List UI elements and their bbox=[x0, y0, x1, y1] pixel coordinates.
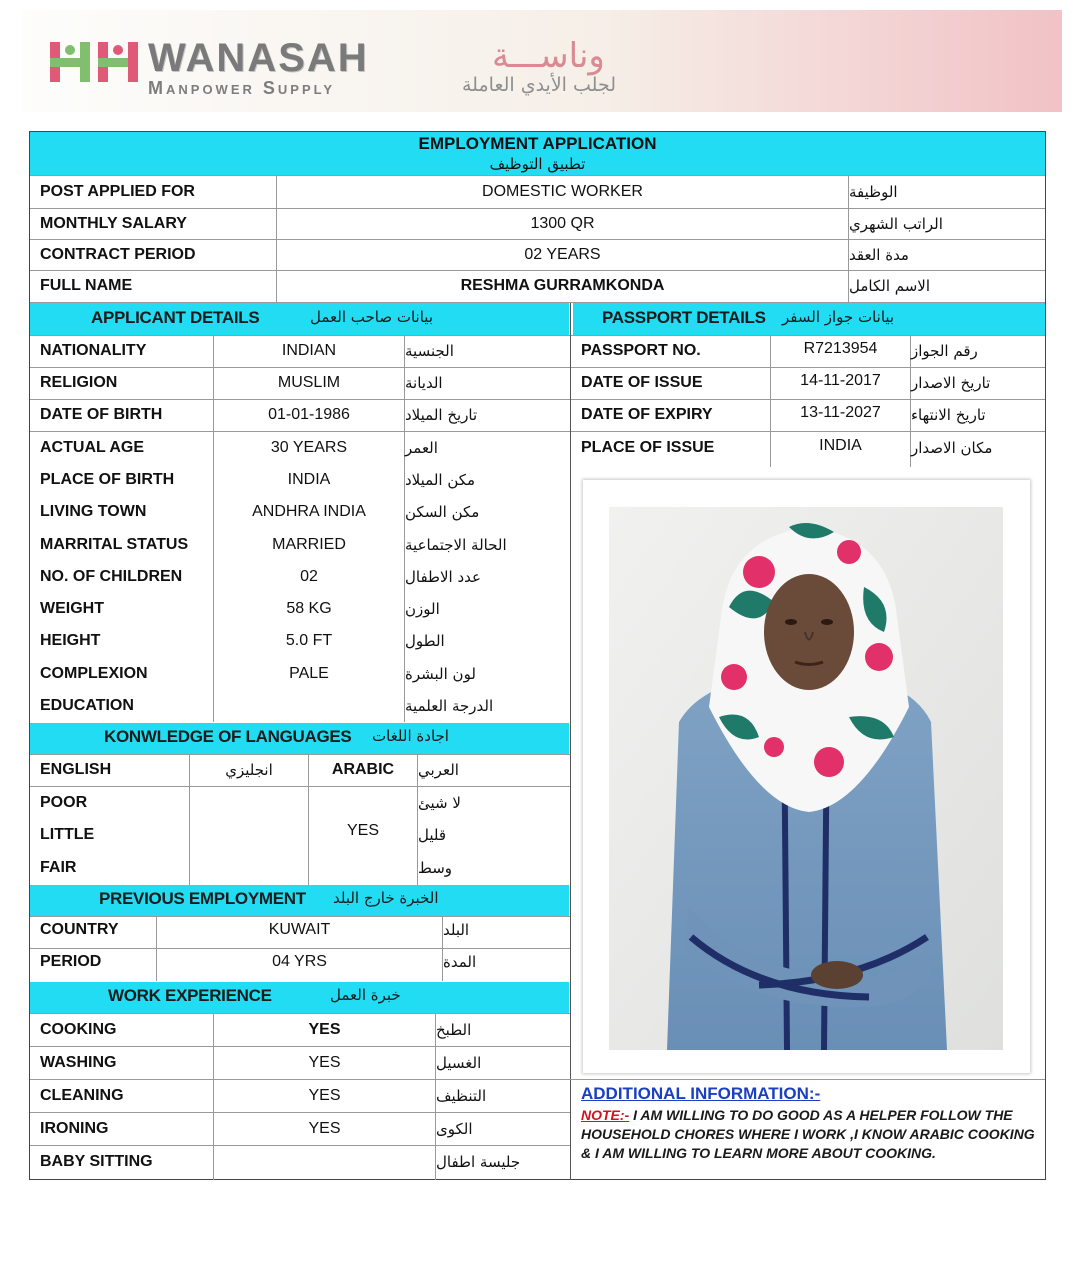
experience-value: YES bbox=[308, 1086, 341, 1104]
work-experience-title-arabic: خبرة العمل bbox=[330, 986, 401, 1004]
applicant-label: WEIGHT bbox=[40, 600, 104, 617]
passport-arabic: تاريخ الانتهاء bbox=[911, 406, 986, 424]
top-row-arabic: الراتب الشهري bbox=[849, 214, 943, 233]
applicant-details-title-arabic: بيانات صاحب العمل bbox=[310, 308, 433, 326]
language-arabic-value bbox=[309, 851, 417, 884]
company-header bbox=[22, 10, 1062, 112]
language-arabic-header-arabic: العربي bbox=[418, 761, 459, 779]
passport-label: DATE OF EXPIRY bbox=[581, 406, 713, 423]
passport-arabic: مكان الاصدار bbox=[911, 438, 993, 457]
passport-value: 14-11-2017 bbox=[800, 372, 881, 389]
top-row-label: POST APPLIED FOR bbox=[40, 182, 195, 200]
experience-label: BABY SITTING bbox=[40, 1153, 153, 1170]
experience-arabic: التنظيف bbox=[436, 1086, 487, 1105]
top-row-value: 1300 QR bbox=[530, 214, 595, 232]
top-row-label: FULL NAME bbox=[40, 277, 133, 294]
passport-details-title-arabic: بيانات جواز السفر bbox=[782, 308, 895, 326]
applicant-label: RELIGION bbox=[40, 374, 118, 391]
applicant-arabic: الجنسية bbox=[405, 342, 454, 360]
passport-label: DATE OF ISSUE bbox=[581, 374, 703, 391]
previous-value: KUWAIT bbox=[268, 921, 331, 938]
applicant-value: MARRIED bbox=[272, 535, 346, 553]
applicant-label: PLACE OF BIRTH bbox=[40, 471, 175, 488]
language-level-arabic: وسط bbox=[418, 858, 453, 877]
top-row-value: DOMESTIC WORKER bbox=[482, 182, 643, 200]
applicant-arabic: الدرجة العلمية bbox=[405, 697, 494, 715]
previous-value: 04 YRS bbox=[272, 953, 327, 970]
languages-title-arabic: اجادة اللغات bbox=[372, 727, 449, 745]
language-english-value bbox=[190, 786, 308, 819]
applicant-label: DATE OF BIRTH bbox=[40, 406, 163, 423]
applicant-label: NO. OF CHILDREN bbox=[40, 568, 183, 585]
passport-label: PASSPORT NO. bbox=[581, 342, 701, 359]
additional-information-title: ADDITIONAL INFORMATION:- bbox=[581, 1084, 821, 1103]
passport-label: PLACE OF ISSUE bbox=[581, 438, 715, 456]
applicant-value: 58 KG bbox=[286, 600, 332, 617]
applicant-value: INDIAN bbox=[281, 342, 337, 359]
applicant-value: 01-01-1986 bbox=[268, 406, 350, 423]
passport-value: INDIA bbox=[819, 436, 862, 454]
language-level-arabic: قليل bbox=[418, 826, 447, 844]
languages-title: KONWLEDGE OF LANGUAGES bbox=[104, 727, 352, 746]
top-row-arabic: الاسم الكامل bbox=[849, 277, 931, 295]
applicant-arabic: الديانة bbox=[405, 374, 443, 392]
language-level: FAIR bbox=[40, 858, 77, 876]
top-row-value: 02 YEARS bbox=[524, 245, 601, 263]
note-label: NOTE:- bbox=[581, 1107, 630, 1123]
applicant-label: MARRITAL STATUS bbox=[40, 535, 189, 553]
experience-label: IRONING bbox=[40, 1119, 109, 1137]
applicant-value: PALE bbox=[289, 664, 329, 682]
company-name-arabic: وناســـة bbox=[492, 36, 605, 76]
passport-details-title: PASSPORT DETAILS bbox=[602, 308, 766, 327]
top-row-label: CONTRACT PERIOD bbox=[40, 245, 196, 263]
top-row-arabic: مدة العقد bbox=[849, 245, 909, 264]
note-text: I AM WILLING TO DO GOOD AS A HELPER FOLLOW THE HOUSEHOLD CHORES WHERE I WORK ,I KNOW ARABIC COOKING & I AM WILLING TO LEARN MORE ABOUT COOKING. bbox=[581, 1107, 1035, 1161]
language-arabic-value: YES bbox=[346, 822, 379, 839]
previous-label: COUNTRY bbox=[40, 921, 119, 938]
previous-arabic: البلد bbox=[443, 921, 470, 939]
applicant-value bbox=[214, 690, 404, 722]
previous-employment-title-arabic: الخبرة خارج البلد bbox=[333, 889, 439, 907]
previous-arabic: المدة bbox=[443, 953, 477, 971]
experience-value: YES bbox=[308, 1119, 341, 1137]
language-level: LITTLE bbox=[40, 826, 95, 843]
experience-arabic: الطبخ bbox=[436, 1020, 472, 1039]
applicant-arabic: تاريخ الميلاد bbox=[405, 406, 478, 424]
top-row-value: RESHMA GURRAMKONDA bbox=[460, 277, 665, 294]
experience-arabic: جليسة اطفال bbox=[436, 1153, 521, 1171]
applicant-value: INDIA bbox=[287, 471, 331, 488]
language-level-arabic: لا شيئ bbox=[418, 793, 461, 812]
applicant-label: NATIONALITY bbox=[40, 342, 147, 359]
previous-label: PERIOD bbox=[40, 953, 102, 970]
additional-information-note bbox=[581, 1106, 1036, 1163]
applicant-value: 5.0 FT bbox=[285, 632, 333, 649]
experience-arabic: الغسيل bbox=[436, 1053, 482, 1072]
form-title: EMPLOYMENT APPLICATION bbox=[418, 133, 657, 153]
applicant-arabic: العمر bbox=[405, 438, 438, 457]
applicant-label: ACTUAL AGE bbox=[40, 438, 144, 456]
passport-arabic: رقم الجواز bbox=[911, 342, 978, 360]
experience-value bbox=[214, 1145, 435, 1179]
applicant-photo bbox=[609, 507, 1003, 1050]
top-row-arabic: الوظيفة bbox=[849, 182, 898, 201]
form-title-arabic: تطبيق التوظيف bbox=[489, 154, 586, 173]
passport-arabic: تاريخ الاصدار bbox=[911, 374, 991, 392]
applicant-arabic: عدد الاطفال bbox=[405, 568, 481, 586]
applicant-value: MUSLIM bbox=[277, 374, 341, 391]
experience-arabic: الكوى bbox=[436, 1119, 473, 1138]
language-arabic-header: ARABIC bbox=[331, 761, 395, 778]
company-name: WANASAH bbox=[148, 36, 369, 80]
company-logo-mark bbox=[48, 40, 144, 84]
applicant-arabic: مكن السكن bbox=[405, 503, 480, 521]
applicant-arabic: الحالة الاجتماعية bbox=[405, 535, 507, 554]
applicant-value: 30 YEARS bbox=[270, 438, 348, 456]
experience-label: WASHING bbox=[40, 1053, 117, 1071]
previous-employment-title: PREVIOUS EMPLOYMENT bbox=[99, 889, 306, 908]
experience-value: YES bbox=[308, 1053, 341, 1071]
applicant-value: 02 bbox=[300, 568, 318, 585]
passport-value: R7213954 bbox=[803, 340, 878, 357]
applicant-label: HEIGHT bbox=[40, 632, 101, 649]
language-english-value bbox=[190, 851, 308, 884]
applicant-arabic: مكن الميلاد bbox=[405, 471, 476, 489]
applicant-label: LIVING TOWN bbox=[40, 503, 147, 520]
applicant-value: ANDHRA INDIA bbox=[252, 503, 366, 520]
language-english-value bbox=[190, 819, 308, 851]
applicant-arabic: الوزن bbox=[405, 600, 440, 618]
top-row-label: MONTHLY SALARY bbox=[40, 214, 187, 232]
experience-label: COOKING bbox=[40, 1020, 117, 1038]
applicant-arabic: الطول bbox=[405, 632, 445, 650]
language-english-header-arabic: انجليزي bbox=[225, 761, 273, 779]
applicant-arabic: لون البشرة bbox=[405, 664, 476, 683]
company-tagline: Manpower Supply bbox=[148, 78, 336, 98]
language-english-header: ENGLISH bbox=[40, 761, 112, 778]
applicant-label: COMPLEXION bbox=[40, 664, 148, 682]
applicant-details-title: APPLICANT DETAILS bbox=[91, 308, 260, 327]
work-experience-title: WORK EXPERIENCE bbox=[108, 986, 272, 1005]
company-tagline-arabic: لجلب الأيدي العاملة bbox=[462, 74, 617, 96]
experience-label: CLEANING bbox=[40, 1086, 124, 1104]
experience-value: YES bbox=[308, 1020, 341, 1038]
language-level: POOR bbox=[40, 793, 88, 811]
passport-value: 13-11-2027 bbox=[800, 404, 881, 421]
applicant-label: EDUCATION bbox=[40, 697, 134, 714]
